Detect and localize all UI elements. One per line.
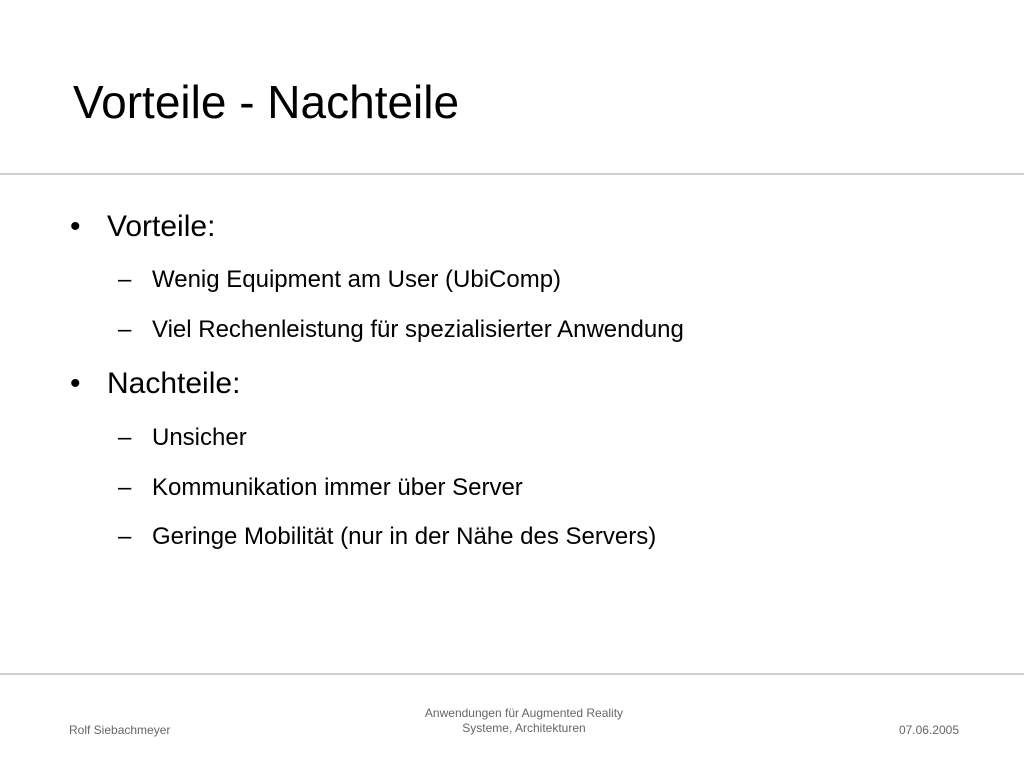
footer-date: 07.06.2005 bbox=[898, 723, 959, 737]
sub-bullet bbox=[118, 265, 561, 295]
bullet-marker: • bbox=[70, 210, 81, 243]
sub-bullet-marker: – bbox=[118, 474, 132, 501]
slide-title: Vorteile - Nachteile bbox=[73, 76, 460, 128]
sub-bullet bbox=[118, 473, 523, 503]
footer-course-line2: Systeme, Architekturen bbox=[462, 721, 586, 735]
bullet-heading: Vorteile: bbox=[107, 210, 216, 243]
sub-bullet-text: Unsicher bbox=[152, 424, 247, 451]
sub-bullet bbox=[118, 423, 247, 453]
bullet-marker: • bbox=[70, 367, 81, 400]
bullet-nachteile bbox=[70, 366, 240, 402]
sub-bullet-marker: – bbox=[118, 316, 132, 343]
footer-author: Rolf Siebachmeyer bbox=[69, 723, 171, 737]
sub-bullet-marker: – bbox=[118, 424, 132, 451]
footer-course bbox=[362, 706, 686, 736]
footer-divider bbox=[0, 673, 1024, 675]
sub-bullet bbox=[118, 522, 656, 552]
sub-bullet bbox=[118, 315, 684, 345]
sub-bullet-text: Wenig Equipment am User (UbiComp) bbox=[152, 266, 562, 293]
bullet-heading: Nachteile: bbox=[107, 367, 241, 400]
footer-course-line1: Anwendungen für Augmented Reality bbox=[424, 706, 624, 720]
bullet-vorteile bbox=[70, 209, 215, 245]
sub-bullet-marker: – bbox=[118, 266, 132, 293]
sub-bullet-text: Viel Rechenleistung für spezialisierter Anwendung bbox=[152, 316, 684, 343]
sub-bullet-text: Geringe Mobilität (nur in der Nähe des Servers) bbox=[152, 523, 657, 550]
sub-bullet-text: Kommunikation immer über Server bbox=[152, 474, 523, 501]
sub-bullet-marker: – bbox=[118, 523, 132, 550]
